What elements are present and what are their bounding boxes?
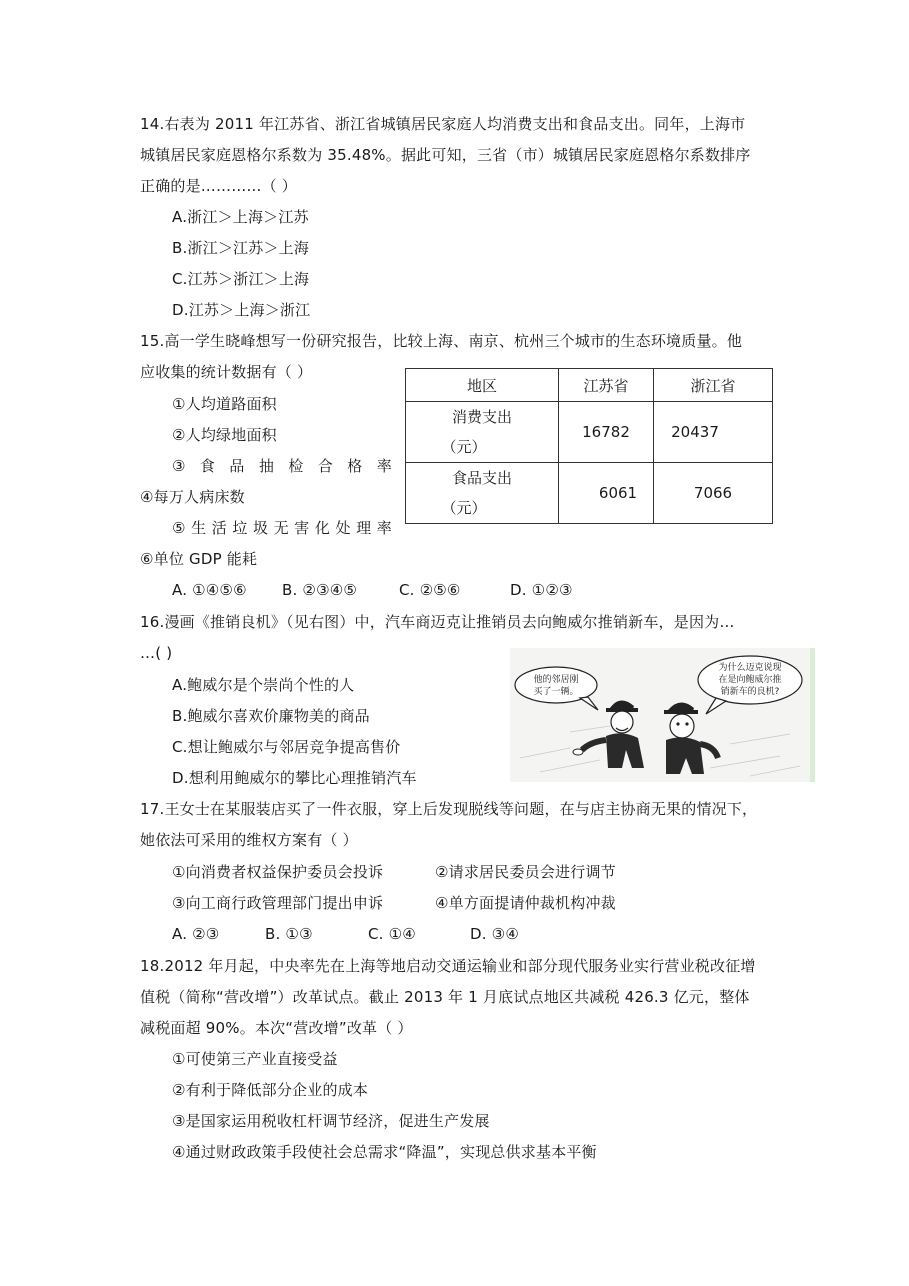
bubble-right-line3: 销新车的良机? <box>720 687 780 697</box>
q14-option-a[interactable]: A.浙江＞上海＞江苏 <box>172 208 309 226</box>
bubble-right-line2: 在是向鲍威尔推 <box>718 675 782 685</box>
q14-stem-line1: 14.右表为 2011 年江苏省、浙江省城镇居民家庭人均消费支出和食品支出。同年，上海市 <box>140 115 746 133</box>
q17-choice-b[interactable]: B. ①③ <box>265 925 313 943</box>
q15-item-6: ⑥单位 GDP 能耗 <box>140 550 258 568</box>
q14-stem-line2: 城镇居民家庭恩格尔系数为 35.48%。据此可知，三省（市）城镇居民家庭恩格尔系数排序 <box>140 146 751 164</box>
q15-choice-a[interactable]: A. ①④⑤⑥ <box>172 581 247 599</box>
q15-item-1: ①人均道路面积 <box>172 395 277 413</box>
table-header-cell: 江苏省 <box>559 369 654 402</box>
q16-stem-line2: …( ) <box>140 644 173 662</box>
q14-option-c[interactable]: C.江苏＞浙江＞上海 <box>172 270 310 288</box>
q18-item-1: ①可使第三产业直接受益 <box>172 1050 338 1068</box>
table-row <box>406 463 773 524</box>
q15-item-2: ②人均绿地面积 <box>172 426 277 444</box>
table-header-cell: 浙江省 <box>654 369 773 402</box>
q18-stem-line3: 减税面超 90%。本次“营改增”改革（ ） <box>140 1019 413 1037</box>
q15-choice-d[interactable]: D. ①②③ <box>510 581 573 599</box>
q15-item-3: ③ 食 品 抽 检 合 格 率 <box>172 457 392 475</box>
table-cell-zhejiang: 20437 <box>654 402 773 463</box>
q17-stem-line2: 她依法可采用的维权方案有（ ） <box>140 831 358 849</box>
q18-stem-line2: 值税（简称“营改增”）改革试点。截止 2013 年 1 月底试点地区共减税 426.3 亿元，整体 <box>140 988 750 1006</box>
q18-item-3: ③是国家运用税收杠杆调节经济，促进生产发展 <box>172 1112 490 1130</box>
table-cell-jiangsu: 6061 <box>559 463 654 524</box>
q17-choice-d[interactable]: D. ③④ <box>470 925 519 943</box>
table-cell-zhejiang: 7066 <box>654 463 773 524</box>
q15-stem-line2: 应收集的统计数据有（ ） <box>140 363 313 381</box>
table-row-label: 食品支出 （元） <box>406 463 559 524</box>
q14-stem-line3: 正确的是…………（ ） <box>140 177 297 195</box>
q18-item-4: ④通过财政政策手段使社会总需求“降温”，实现总供求基本平衡 <box>172 1143 597 1161</box>
q15-item-5: ⑤ 生 活 垃 圾 无 害 化 处 理 率 <box>172 519 392 537</box>
expenditure-table <box>405 368 773 524</box>
bubble-left-line2: 买了一辆。 <box>533 687 579 697</box>
q17-choice-a[interactable]: A. ②③ <box>172 925 220 943</box>
q14-option-d[interactable]: D.江苏＞上海＞浙江 <box>172 301 311 319</box>
q17-stem-line1: 17.王女士在某服装店买了一件衣服，穿上后发现脱线等问题，在与店主协商无果的情况下， <box>140 800 758 818</box>
q14-option-b[interactable]: B.浙江＞江苏＞上海 <box>172 239 310 257</box>
cartoon-image <box>510 648 815 782</box>
q18-item-2: ②有利于降低部分企业的成本 <box>172 1081 369 1099</box>
q15-choice-c[interactable]: C. ②⑤⑥ <box>399 581 461 599</box>
table-header-cell: 地区 <box>406 369 559 402</box>
q17-choice-c[interactable]: C. ①④ <box>368 925 416 943</box>
bubble-left-line1: 他的邻居刚 <box>533 675 579 685</box>
q16-stem-line1: 16.漫画《推销良机》（见右图）中，汽车商迈克让推销员去向鲍威尔推销新车，是因为… <box>140 613 735 631</box>
q17-item-2: ②请求居民委员会进行调节 <box>435 863 616 881</box>
q16-option-d[interactable]: D.想利用鲍威尔的攀比心理推销汽车 <box>172 769 417 787</box>
table-row-label: 消费支出 （元） <box>406 402 559 463</box>
q15-stem-line1: 15.高一学生晓峰想写一份研究报告，比较上海、南京、杭州三个城市的生态环境质量。他 <box>140 332 743 350</box>
q16-option-b[interactable]: B.鲍威尔喜欢价廉物美的商品 <box>172 707 370 725</box>
q18-stem-line1: 18.2012 年月起，中央率先在上海等地启动交通运输业和部分现代服务业实行营业税改征增 <box>140 957 756 975</box>
q17-item-4: ④单方面提请仲裁机构冲裁 <box>435 894 616 912</box>
q17-item-1: ①向消费者权益保护委员会投诉 <box>172 863 384 881</box>
table-row <box>406 402 773 463</box>
table-cell-jiangsu: 16782 <box>559 402 654 463</box>
q15-choice-b[interactable]: B. ②③④⑤ <box>282 581 358 599</box>
table-header-row <box>406 369 773 402</box>
q15-item-4: ④每万人病床数 <box>140 488 245 506</box>
q17-item-3: ③向工商行政管理部门提出申诉 <box>172 894 384 912</box>
q16-option-a[interactable]: A.鲍威尔是个崇尚个性的人 <box>172 676 355 694</box>
q16-option-c[interactable]: C.想让鲍威尔与邻居竞争提高售价 <box>172 738 401 756</box>
bubble-right-line1: 为什么迈克说现 <box>718 663 782 673</box>
